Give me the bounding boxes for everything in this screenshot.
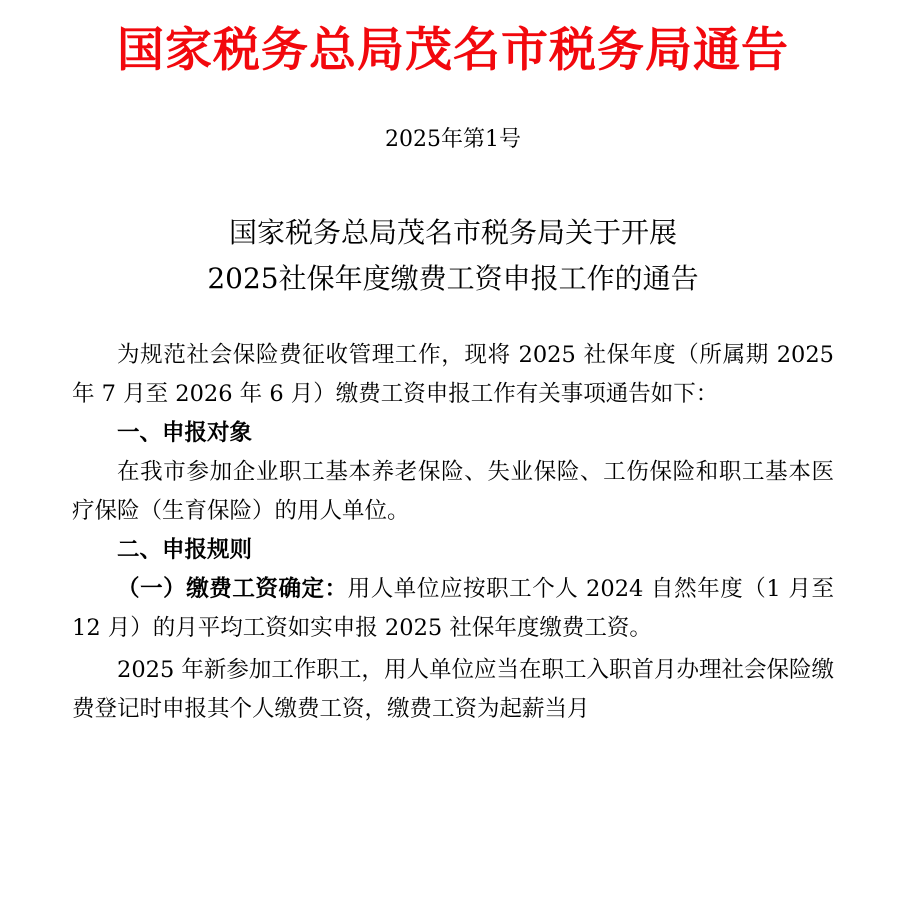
document-subject-line-1: 国家税务总局茂名市税务局关于开展 <box>228 215 677 249</box>
document-body <box>72 302 834 729</box>
section-2-item-1-text: 用人单位应按职工个人 2024 自然年度（1 月至 12 月）的月平均工资如实申报 2025 社保年度缴费工资。 <box>72 576 834 641</box>
page-title: 国家税务总局茂名市税务局通告 <box>117 23 789 78</box>
section-2-item-1-lead: （一）缴费工资确定： <box>117 576 348 603</box>
section-1-paragraph: 在我市参加企业职工基本养老保险、失业保险、工伤保险和职工基本医疗保险（生育保险）的用人单位。 <box>72 458 834 524</box>
section-2-item-1-continued: 2025 年新参加工作职工，用人单位应当在职工入职首月办理社会保险缴费登记时申报其个人缴费工资，缴费工资为起薪当月 <box>72 657 834 723</box>
section-2-item-1 <box>72 570 834 647</box>
document-subject-line-2: 2025社保年度缴费工资申报工作的通告 <box>207 261 699 295</box>
document-number: 2025年第1号 <box>385 126 521 152</box>
section-heading-2: 二、申报规则 <box>117 537 253 564</box>
section-heading-1: 一、申报对象 <box>117 420 253 447</box>
intro-paragraph: 为规范社会保险费征收管理工作，现将 2025 社保年度（所属期 2025 年 7 月至 2026 年 6 月）缴费工资申报工作有关事项通告如下： <box>72 341 834 407</box>
document-subject <box>72 156 834 302</box>
